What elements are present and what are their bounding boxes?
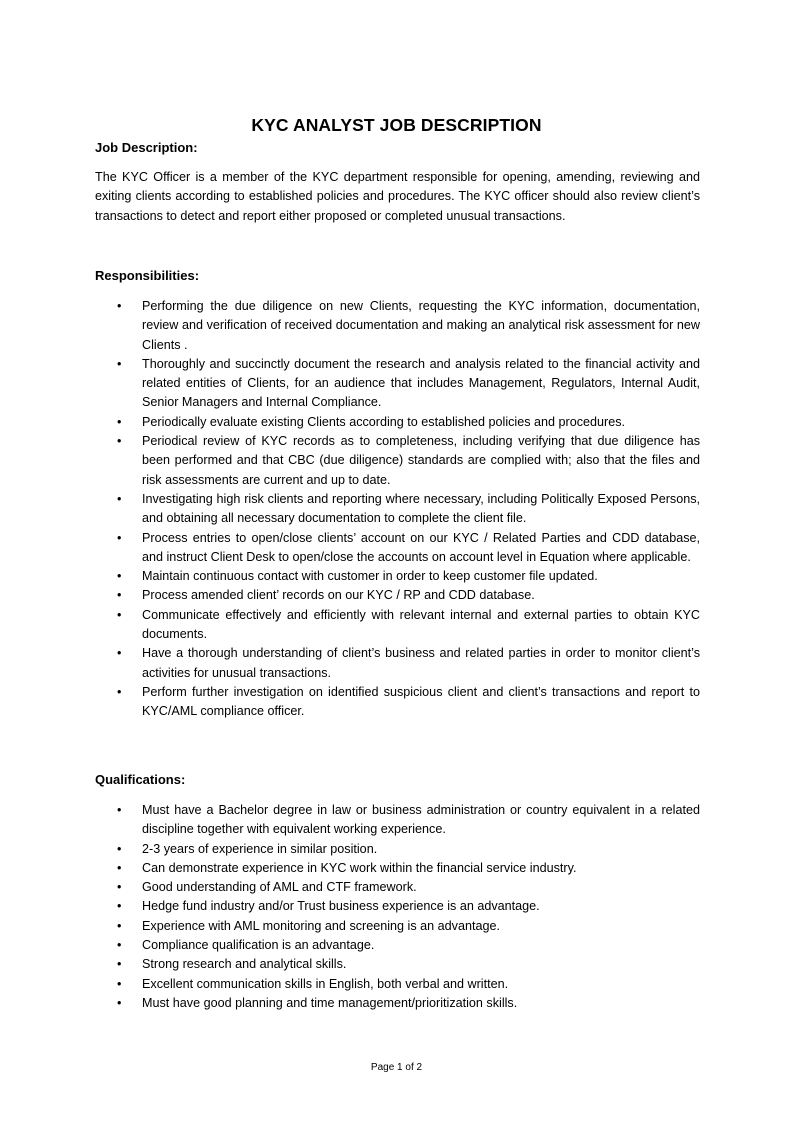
list-item: • Process entries to open/close clients’ account on our KYC / Related Parties and CDD database, and instruct Client Desk to open/close the accounts on account level in Equation where applicable.	[117, 530, 700, 564]
bullet-icon: •	[117, 803, 122, 817]
bullet-icon: •	[117, 860, 122, 875]
list-item: • Have a thorough understanding of client’s business and related parties in order to monitor client’s activities for unusual transactions.	[117, 646, 700, 680]
bullet-icon: •	[117, 434, 122, 449]
list-item: • Excellent communication skills in English, both verbal and written.	[142, 975, 700, 994]
list-item: • Compliance qualification is an advantage.	[142, 936, 700, 955]
bullet-icon: •	[117, 880, 122, 895]
bullet-icon: •	[117, 414, 122, 429]
list-item: • Periodical review of KYC records as to completeness, including verifying that due diligence has been performed and that CBC (due diligence) standards are complied with; also that the files and risk assessments are current and up to date.	[117, 434, 700, 487]
bullet-icon: •	[117, 918, 122, 933]
bullet-icon: •	[117, 491, 122, 506]
bullet-icon: •	[117, 938, 122, 953]
list-item: • 2-3 years of experience in similar position.	[142, 840, 700, 859]
list-item: • Perform further investigation on identified suspicious client and client’s transactions and report to KYC/AML compliance officer.	[117, 684, 700, 719]
list-item: • Investigating high risk clients and reporting where necessary, including Politically Exposed Persons, and obtaining all necessary documentation to complete the client file.	[117, 491, 700, 526]
list-item: • Process amended client’ records on our KYC / RP and CDD database.	[142, 586, 700, 605]
job-description-heading: Job Description:	[95, 140, 198, 155]
bullet-icon: •	[117, 899, 122, 914]
list-item: • Strong research and analytical skills.	[142, 955, 700, 974]
bullet-icon: •	[117, 646, 122, 661]
qualifications-heading: Qualifications:	[95, 772, 186, 787]
bullet-icon: •	[117, 684, 122, 699]
list-item: • Communicate effectively and efficiently with relevant internal and external parties to obtain KYC documents.	[117, 607, 700, 642]
list-item: • Can demonstrate experience in KYC work within the financial service industry.	[142, 859, 700, 878]
bullet-icon: •	[117, 530, 122, 545]
list-item: • Must have good planning and time management/prioritization skills.	[142, 994, 700, 1013]
list-item: • Performing the due diligence on new Clients, requesting the KYC information, documentation, review and verification of received documentation and making an analytical risk assessment for new Clients .	[117, 299, 700, 352]
bullet-icon: •	[117, 299, 122, 313]
list-item: • Maintain continuous contact with customer in order to keep customer file updated.	[142, 567, 700, 586]
list-item: • Must have a Bachelor degree in law or business administration or country equivalent in a related discipline together with equivalent working experience.	[117, 803, 700, 837]
responsibilities-list	[117, 297, 700, 722]
list-item: • Hedge fund industry and/or Trust business experience is an advantage.	[142, 897, 700, 916]
bullet-icon: •	[117, 356, 122, 371]
bullet-icon: •	[117, 957, 122, 972]
bullet-icon: •	[117, 841, 122, 856]
bullet-icon: •	[117, 607, 122, 622]
list-item: • Thoroughly and succinctly document the research and analysis related to the financial activity and related entities of Clients, for an audience that includes Management, Regulators, Internal Audit, Senior Managers and Internal Compliance.	[117, 356, 700, 410]
list-item: • Periodically evaluate existing Clients according to established policies and procedures.	[142, 413, 700, 432]
responsibilities-heading: Responsibilities:	[95, 268, 200, 283]
bullet-icon: •	[117, 588, 122, 603]
bullet-icon: •	[117, 569, 122, 584]
page-number-footer: Page 1 of 2	[370, 1062, 423, 1073]
qualifications-list	[117, 801, 700, 1013]
document-title: KYC ANALYST JOB DESCRIPTION	[251, 115, 542, 135]
job-description-text: The KYC Officer is a member of the KYC department responsible for opening, amending, reviewing and exiting clients according to established policies and procedures. The KYC officer should also review client’s transactions to detect and report either proposed or completed unusual transactions.	[95, 170, 700, 223]
list-item: • Experience with AML monitoring and screening is an advantage.	[142, 917, 700, 936]
list-item: • Good understanding of AML and CTF framework.	[142, 878, 700, 897]
bullet-icon: •	[117, 995, 122, 1010]
bullet-icon: •	[117, 976, 122, 991]
